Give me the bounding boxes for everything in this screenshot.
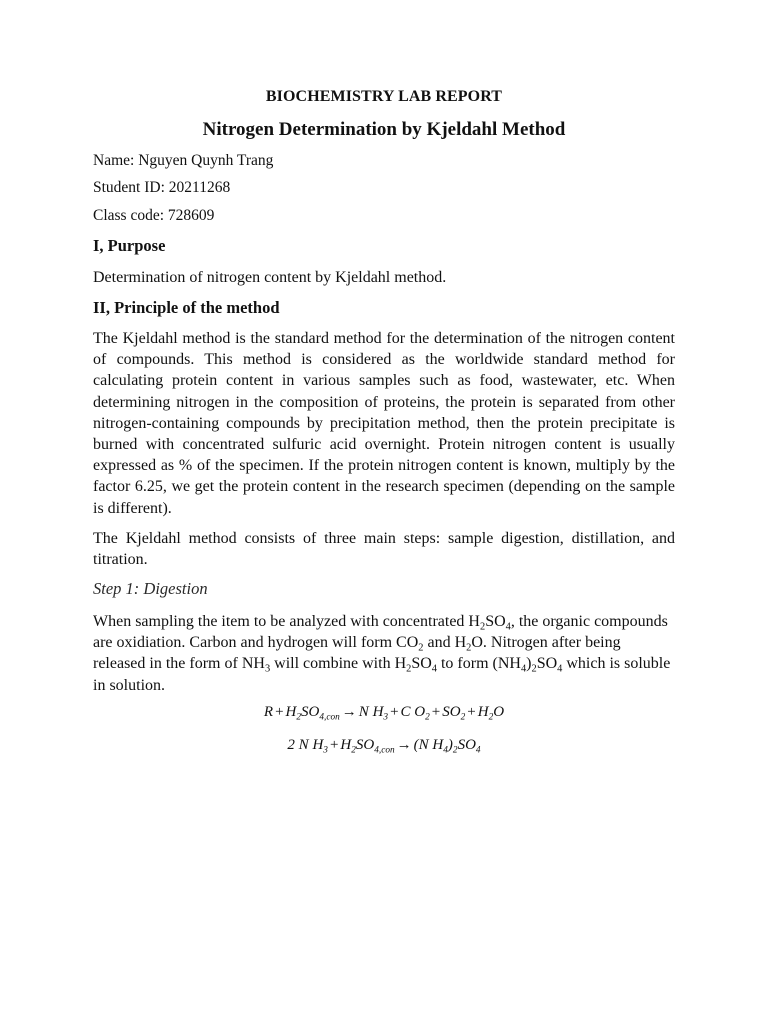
purpose-text: Determination of nitrogen content by Kjeldahl method. xyxy=(93,269,447,286)
class-code: Class code: 728609 xyxy=(93,207,215,224)
equation-2: 2 N $H_3 + H_2SO_{4,con} \to (N$ $H_4)_2SO_4$ xyxy=(287,737,481,756)
student-name: Name: Nguyen Quynh Trang xyxy=(93,152,274,169)
report-title: Nitrogen Determination by Kjeldahl Method xyxy=(202,119,566,140)
student-id: Student ID: 20211268 xyxy=(93,179,231,196)
principle-heading: II, Principle of the method xyxy=(93,298,280,317)
equation-1: $R + H_2SO_{4,con} \to N$ $H_3 + C$ $O_2 + SO_2 + H_2O$ xyxy=(263,704,505,723)
report-label: BIOCHEMISTRY LAB REPORT xyxy=(265,88,503,105)
step1-heading: Step 1: Digestion xyxy=(93,579,208,598)
purpose-heading: I, Purpose xyxy=(93,236,166,255)
principle-paragraph-2: The Kjeldahl method consists of three main steps: sample digestion, distillation, and titration. xyxy=(93,530,675,569)
principle-paragraph-1: The Kjeldahl method is the standard method for the determination of the nitrogen content of compounds. This method is considered as the worldwide standard method for calculating protein content in various samples such as food, wastewater, etc. When determining nitrogen in the composition of proteins, the protein is separated from other nitrogen-containing compounds by precipitation method, then the protein precipitate is burned with concentrated sulfuric acid overnight. Protein nitrogen content is usually expressed as % of the specimen. If the protein nitrogen content is known, multiply by the factor 6.25, we get the protein content in the research specimen (depending on the sample is different). xyxy=(93,330,675,517)
step1-paragraph: When sampling the item to be analyzed with concentrated $H_2SO_4$, the organic compounds are oxidiation. Carbon and hydrogen will form $CO_2$ and $H_2O$. Nitrogen after being released in the form of $NH_3$ will combine with $H_2SO_4$ to form $(NH_4)_2SO_4$ which is soluble in solution. xyxy=(93,613,671,694)
